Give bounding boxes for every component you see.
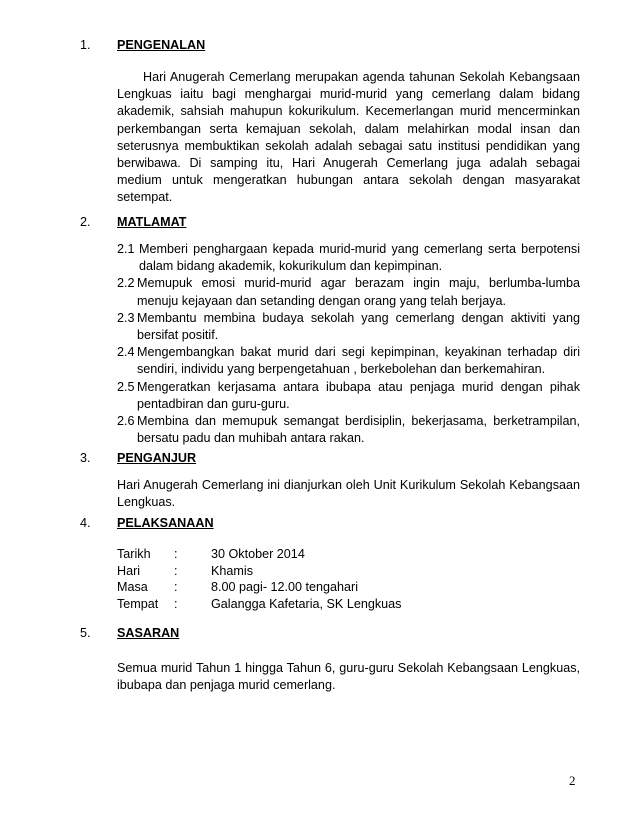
detail-row-tarikh: [117, 546, 401, 563]
sasaran-paragraph: Semua murid Tahun 1 hingga Tahun 6, guru-guru Sekolah Kebangsaan Lengkuas, ibubapa dan penjaga murid cemerlang.: [117, 661, 580, 693]
list-item: [117, 275, 580, 309]
section-number: 4.: [80, 516, 91, 530]
list-item: [117, 379, 580, 413]
detail-value: Khamis: [211, 563, 253, 578]
pengenalan-paragraph: [117, 69, 580, 207]
list-item-number: 2.5: [117, 379, 135, 394]
list-item-text: Mengeratkan kerjasama antara ibubapa atau penjaga murid dengan pihak pentadbiran dan guru-guru.: [137, 379, 580, 411]
list-item-text: Membantu membina budaya sekolah yang cemerlang dengan aktiviti yang bersifat positif.: [137, 310, 580, 343]
detail-row-hari: [117, 563, 401, 580]
list-item-number: 2.2: [117, 276, 135, 291]
detail-row-tempat: [117, 596, 401, 613]
list-item-text: Mengembangkan bakat murid dari segi kepimpinan, keyakinan terhadap diri sendiri, individu yang berpengetahuan , berkebolehan dan berkemahiran.: [137, 345, 580, 377]
list-item: [117, 344, 580, 378]
penganjur-paragraph: Hari Anugerah Cemerlang ini dianjurkan oleh Unit Kurikulum Sekolah Kebangsaan Lengkuas.: [117, 478, 580, 510]
detail-label: Hari: [117, 563, 141, 578]
detail-value: 30 Oktober 2014: [211, 547, 305, 561]
detail-label: Masa: [117, 580, 148, 595]
detail-separator: :: [174, 580, 178, 595]
page-number: 2: [569, 773, 576, 788]
section-number: 2.: [80, 215, 91, 229]
detail-separator: :: [174, 563, 178, 578]
detail-label: Tarikh: [117, 547, 151, 561]
section-heading-sasaran: SASARAN: [117, 626, 180, 640]
list-item-text: Membina dan memupuk semangat berdisiplin, bekerjasama, berketrampilan, bersatu padu dan muhibah antara rakan.: [137, 414, 580, 446]
pengenalan-text: Hari Anugerah Cemerlang merupakan agenda tahunan Sekolah Kebangsaan Lengkuas iaitu bagi menghargai murid-murid yang cemerlang dalam bidang akademik, sahsiah mahupun kokurikulum. Kecemerlangan murid mencerminkan perkembangan serta kemajuan sekolah, dalam melahirkan modal insan dan seterusnya membuktikan sekolah adalah sebagai satu institusi pendidikan yang berwibawa. Di samping itu, Hari Anugerah Cemerlang juga adalah sebagai medium untuk mengeratkan hubungan antara sekolah dengan masyarakat setempat.: [117, 70, 580, 205]
section-number: 3.: [80, 451, 91, 465]
list-item-text: Memberi penghargaan kepada murid-murid yang cemerlang serta berpotensi dalam bidang akademik, kokurikulum dan kepimpinan.: [139, 242, 580, 274]
section-heading-matlamat: MATLAMAT: [117, 215, 187, 229]
section-heading-penganjur: PENGANJUR: [117, 451, 197, 465]
section-heading-pelaksanaan: PELAKSANAAN: [117, 516, 214, 530]
list-item-text: Memupuk emosi murid-murid agar berazam ingin maju, berlumba-lumba menuju kejayaan dan setanding dengan orang yang telah berjaya.: [137, 276, 580, 308]
detail-separator: :: [174, 597, 178, 612]
pelaksanaan-details: [117, 546, 401, 613]
detail-value: Galangga Kafetaria, SK Lengkuas: [211, 597, 402, 612]
detail-label: Tempat: [117, 597, 159, 612]
list-item-number: 2.3: [117, 310, 135, 325]
list-item-number: 2.6: [117, 414, 135, 429]
list-item-number: 2.1: [117, 242, 135, 256]
section-number: 1.: [80, 38, 91, 52]
detail-value: 8.00 pagi- 12.00 tengahari: [211, 580, 359, 595]
list-item: [117, 241, 580, 275]
matlamat-list: [117, 241, 580, 447]
list-item: [117, 413, 580, 447]
section-heading-pengenalan: PENGENALAN: [117, 38, 206, 52]
detail-separator: :: [174, 547, 178, 561]
list-item: [117, 310, 580, 344]
section-number: 5.: [80, 626, 91, 640]
list-item-number: 2.4: [117, 345, 135, 360]
detail-row-masa: [117, 579, 401, 596]
